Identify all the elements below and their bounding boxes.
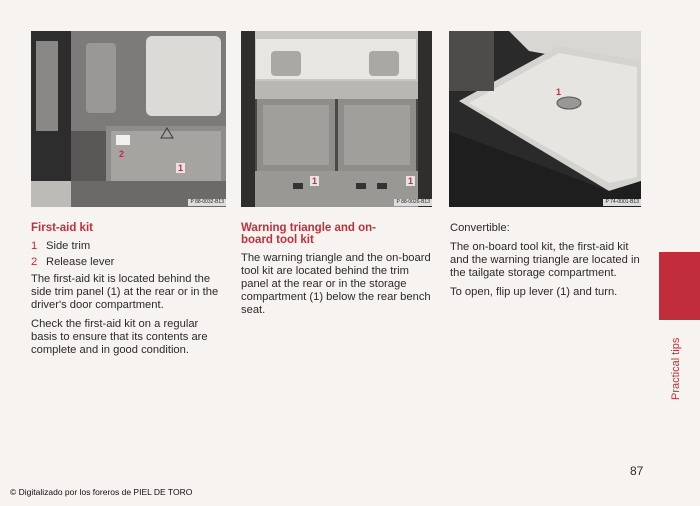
photo-code: P 88-0026-B13 (396, 199, 430, 205)
paragraph: Check the first-aid kit on a regular basis to ensure that its contents are complete and in good condition. (31, 318, 208, 356)
legend-item-1 (31, 240, 227, 253)
photo1-callout-1: 1 (178, 163, 184, 173)
photo1-callout-2: 2 (119, 149, 125, 159)
paragraph: The warning triangle and the on-board tool kit are located behind the trim panel at the rear or in the storage compartment (1) below the rear bench seat. (241, 252, 431, 316)
page-number: 87 (630, 464, 644, 478)
legend-num: 1 (31, 240, 38, 252)
photo3-callout-1: 1 (556, 87, 562, 97)
column-convertible (450, 222, 645, 305)
photo-warning-triangle (241, 31, 432, 207)
paragraph: The first-aid kit is located behind the side trim panel (1) at the rear or in the driver's door compartment. (31, 273, 219, 311)
heading-warning-triangle: Warning triangle and on-board tool kit (241, 222, 377, 246)
column-warning-triangle (241, 222, 437, 323)
photo2-callout-1b: 1 (408, 176, 414, 186)
legend-item-2 (31, 256, 227, 269)
photo-first-aid-kit (31, 31, 226, 207)
subheading-convertible: Convertible: (450, 222, 510, 234)
credit-line: © Digitalizado por los foreros de PIEL DE TORO (10, 487, 193, 497)
photo2-callout-1a: 1 (312, 176, 318, 186)
heading-first-aid-kit: First-aid kit (31, 222, 93, 234)
paragraph: The on-board tool kit, the first-aid kit and the warning triangle are located in the tailgate storage compartment. (450, 241, 640, 279)
photo-code: P 88-0032-B13 (190, 199, 224, 205)
paragraph: To open, flip up lever (1) and turn. (450, 286, 618, 298)
section-label: Practical tips (670, 337, 682, 400)
legend-num: 2 (31, 256, 38, 268)
column-first-aid (31, 222, 227, 363)
section-tab (659, 252, 700, 320)
photo-tailgate-compartment (449, 31, 641, 207)
legend-text: Release lever (46, 256, 115, 268)
photo-code: P 74-0001-B13 (605, 199, 639, 205)
legend-text: Side trim (46, 240, 91, 252)
